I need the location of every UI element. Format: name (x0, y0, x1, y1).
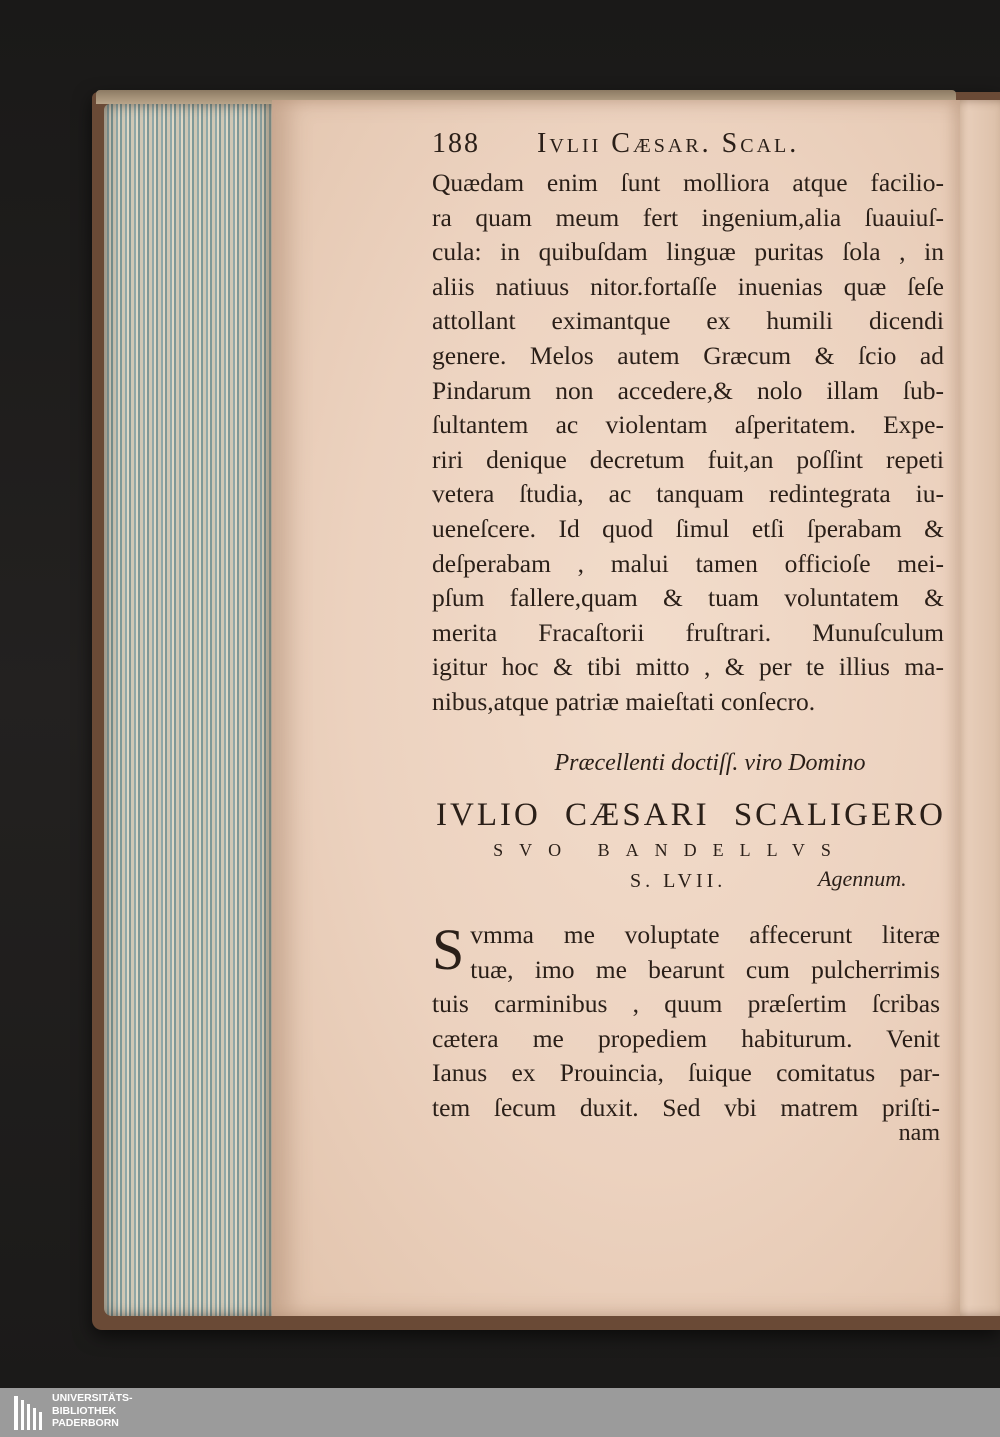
text-line: igitur hoc & tibi mitto , & per te illius ma- (432, 652, 944, 682)
drop-capital: S (432, 917, 465, 982)
catchword: nam (898, 1120, 940, 1146)
text-line: tem ſecum duxit. Sed vbi matrem priſti- (432, 1092, 940, 1122)
library-line-2: BIBLIOTHEK (52, 1404, 117, 1417)
text-line: aliis natiuus nitor.fortaſſe inuenias quæ ſeſe (432, 271, 944, 301)
library-footer (0, 1388, 1000, 1437)
text-line: tuæ, imo me bearunt cum pulcherrimis (470, 954, 940, 984)
place-name: Agennum. (818, 866, 907, 891)
page-number: 188 (432, 128, 480, 159)
text-line: cula: in quibuſdam linguæ puritas ſola , in (432, 237, 944, 267)
page-edges (104, 104, 276, 1316)
text-line: tuis carminibus , quum præſertim ſcribas (432, 989, 940, 1019)
text-line: ueneſcere. Id quod ſimul etſi ſperabam & (432, 513, 944, 543)
text-line: Ianus ex Prouincia, ſuique comitatus par- (432, 1058, 940, 1088)
text-line: Pindarum non accedere,& nolo illam ſub- (432, 375, 944, 405)
text-line: ſultantem ac violentam aſperitatem. Expe- (432, 410, 944, 440)
salutation: S. LVII. (630, 870, 727, 892)
text-line: cætera me propediem habiturum. Venit (432, 1023, 940, 1053)
running-title: Ivlii Cæsar. Scal. (537, 128, 800, 159)
running-head (432, 128, 902, 168)
letter-address-caption: Præcellenti doctiſſ. viro Domino (554, 750, 866, 776)
library-line-1: UNIVERSITÄTS- (52, 1392, 133, 1404)
text-line: deſperabam , malui tamen officioſe mei- (432, 548, 944, 578)
text-line: vetera ſtudia, ac tanquam redintegrata iu- (432, 479, 944, 509)
library-logo-icon (14, 1396, 44, 1430)
recipient-name: IVLIO CÆSARI SCALIGERO (436, 797, 946, 833)
sender-name: SVO BANDELLVS (493, 840, 847, 860)
text-line: vmma me voluptate affecerunt literæ (470, 920, 940, 949)
text-line: genere. Melos autem Græcum & ſcio ad (432, 340, 944, 370)
text-line: ra quam meum fert ingenium,alia ſuauiuſ- (432, 202, 944, 232)
text-line: pſum fallere,quam & tuam voluntatem & (432, 583, 944, 613)
library-name (52, 1392, 232, 1430)
text-line: nibus,atque patriæ maieſtati conſecro. (432, 686, 816, 716)
text-line: Quædam enim ſunt molliora atque facilio- (432, 168, 944, 197)
text-line: riri denique decretum fuit,an poſſint repeti (432, 444, 944, 474)
letter-one-body (432, 166, 944, 720)
letter-two-body (432, 918, 940, 1126)
library-line-3: PADERBORN (52, 1417, 119, 1429)
text-line: attollant eximantque ex humili dicendi (432, 306, 944, 336)
text-line: merita Fracaſtorii fruſtrari. Munuſculum (432, 617, 944, 647)
